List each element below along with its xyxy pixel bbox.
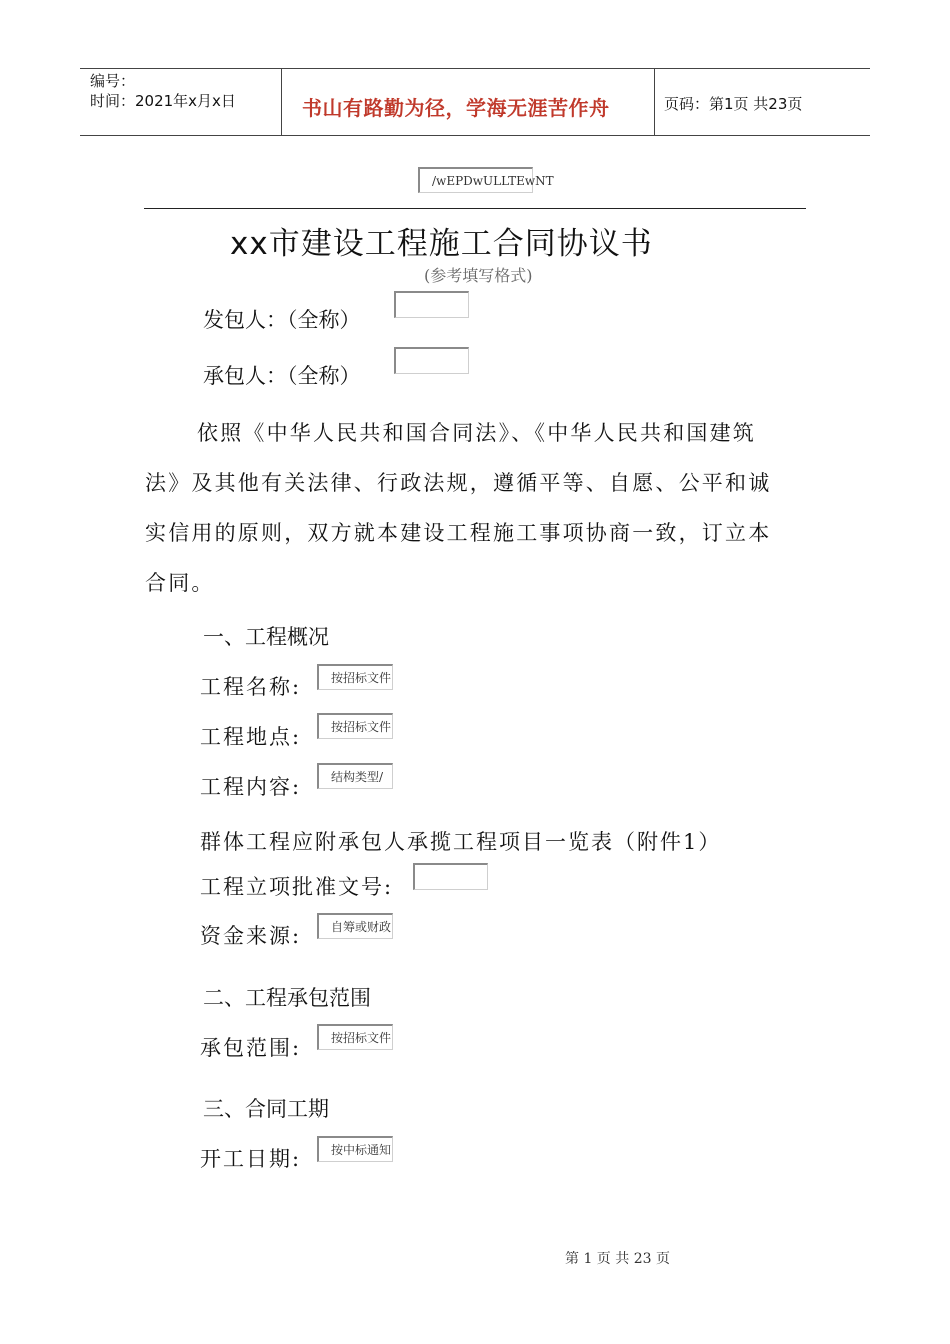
header-top-border [80,68,870,69]
viewstate-field[interactable]: /wEPDwULLTEwNT [418,167,533,193]
project-content-label: 工程内容: [200,775,302,799]
employer-input[interactable] [394,291,469,318]
header-time-label: 时间：2021年x月x日 [90,92,236,110]
header-number-label: 编号： [90,72,136,90]
project-location-label: 工程地点: [200,725,302,749]
group-project-note: 群体工程应附承包人承揽工程项目一览表（附件1） [200,830,722,854]
scope-label: 承包范围: [200,1036,302,1060]
contractor-label: 承包人：（全称） [203,364,361,388]
project-name-label: 工程名称: [200,675,302,699]
header-divider-right [654,68,655,136]
page-footer: 第 1 页 共 23 页 [565,1251,670,1267]
header-bottom-border [80,135,870,136]
header-divider-left [281,68,282,136]
scope-input[interactable]: 按招标文件 [317,1024,393,1050]
project-name-input[interactable]: 按招标文件 [317,664,393,690]
approval-number-input[interactable] [413,863,488,890]
employer-label: 发包人：（全称） [203,308,361,332]
project-content-input[interactable]: 结构类型/ [317,763,393,789]
page-subtitle: (参考填写格式) [424,266,533,285]
start-date-label: 开工日期: [200,1147,302,1171]
approval-number-label: 工程立项批准文号: [200,875,394,899]
title-rule [144,208,806,209]
page-title: xx市建设工程施工合同协议书 [230,226,653,262]
header-page-info: 页码：第1页 共23页 [664,95,803,113]
intro-line-1: 依照《中华人民共和国合同法》、《中华人民共和国建筑 [197,421,756,445]
project-location-input[interactable]: 按招标文件 [317,713,393,739]
header-motto: 书山有路勤为径，学海无涯苦作舟 [302,96,610,120]
section-1-heading: 一、工程概况 [203,625,329,649]
start-date-input[interactable]: 按中标通知 [317,1136,393,1162]
section-2-heading: 二、工程承包范围 [203,986,371,1010]
section-3-heading: 三、合同工期 [203,1097,329,1121]
intro-line-2: 法》及其他有关法律、行政法规，遵循平等、自愿、公平和诚 [145,471,772,495]
intro-line-3: 实信用的原则，双方就本建设工程施工事项协商一致，订立本 [145,521,772,545]
intro-line-4: 合同。 [145,571,215,595]
fund-source-input[interactable]: 自筹或财政 [317,913,393,939]
contractor-input[interactable] [394,347,469,374]
fund-source-label: 资金来源: [200,924,302,948]
